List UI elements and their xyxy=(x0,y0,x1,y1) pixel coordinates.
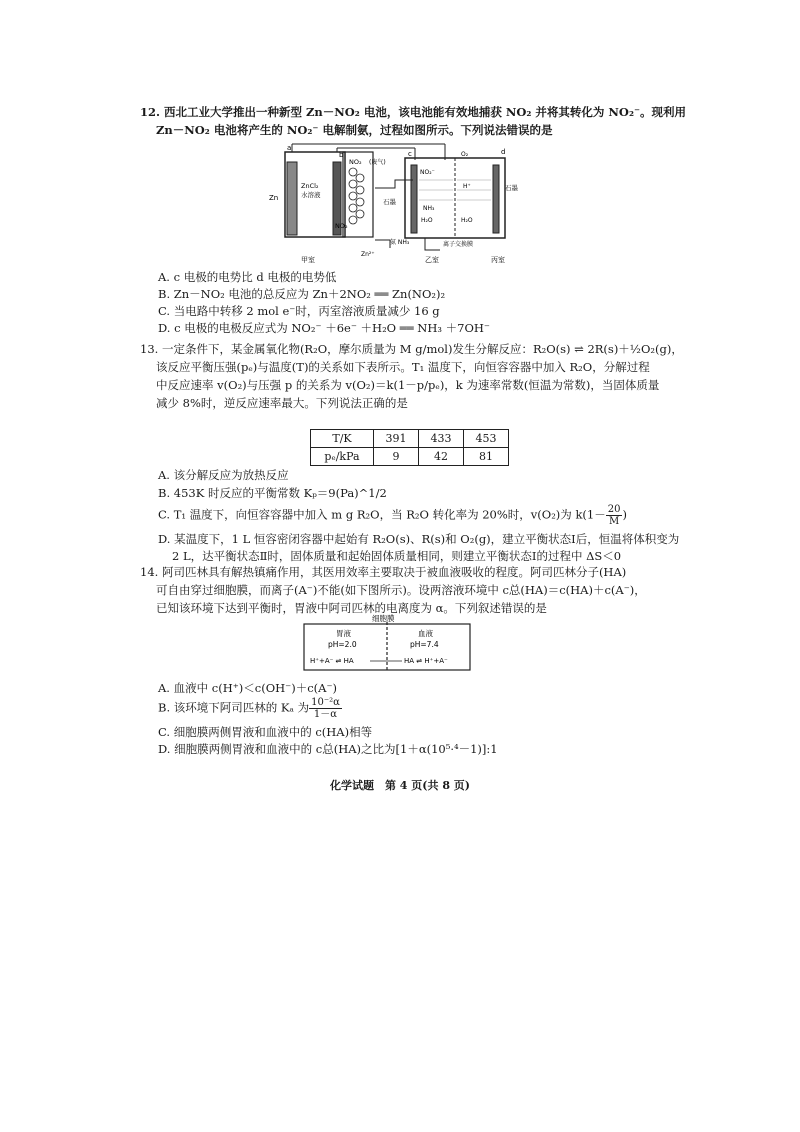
q12-line-2: Zn－NO₂ 电池将产生的 NO₂⁻ 电解制氨，过程如图所示。下列说法错误的是 xyxy=(156,123,553,137)
q14-line-2: 可自由穿过细胞膜，而离子(A⁻)不能(如下图所示)。设两溶液环境中 c总(HA)＝c(HA)＋c(A⁻)， xyxy=(156,583,646,597)
label-h2o-b: H₂O xyxy=(461,217,473,224)
label-membrane: 离子交换膜 xyxy=(443,241,474,248)
q14-option-b-text: B. 该环境下阿司匹林的 Kₐ 为 xyxy=(158,700,310,715)
label-zn2: Zn²⁺ xyxy=(361,251,375,258)
q12-stem xyxy=(140,103,687,139)
label-eq-right: HA ⇌ H⁺+A⁻ xyxy=(404,657,448,665)
table-cell: pₑ/kPa xyxy=(311,448,374,466)
table-cell: 9 xyxy=(374,448,419,466)
table-cell: 81 xyxy=(464,448,509,466)
q13-line-2: 该反应平衡压强(pₑ)与温度(T)的关系如下表所示。T₁ 温度下，向恒容容器中加入 R₂O，分解过程 xyxy=(156,360,650,374)
label-bing: 丙室 xyxy=(491,256,505,264)
table-cell: 433 xyxy=(419,430,464,448)
label-o2: O₂ xyxy=(461,151,469,158)
table-cell: 391 xyxy=(374,430,419,448)
table-row xyxy=(311,430,509,448)
q14-line-1: 14. 阿司匹林具有解热镇痛作用，其医用效率主要取决于被血液吸收的程度。阿司匹林分子(HA) xyxy=(140,565,627,579)
q13-option-d-line-2: 2 L，达平衡状态Ⅱ时，固体质量和起始固体质量相同，则建立平衡状态Ⅰ的过程中 ΔS＜0 xyxy=(172,549,622,563)
label-zn: Zn xyxy=(269,194,279,202)
q12-option-a: A. c 电极的电势比 d 电极的电势低 xyxy=(158,270,337,284)
label-ammonia: 氨 NH₃ xyxy=(390,239,410,246)
label-d: d xyxy=(501,148,506,156)
label-graphite-left: 石墨 xyxy=(383,198,396,206)
table-cell: 453 xyxy=(464,430,509,448)
q14-membrane-diagram xyxy=(300,614,475,672)
label-waste-gas: (废气) xyxy=(369,159,386,166)
q12-option-c: C. 当电路中转移 2 mol e⁻时，丙室溶液质量减少 16 g xyxy=(158,304,440,318)
table-cell: T/K xyxy=(311,430,374,448)
label-no2-minus: NO₂⁻ xyxy=(420,169,435,176)
q13-option-c-fraction xyxy=(606,504,623,527)
label-a: a xyxy=(287,144,292,152)
q13-option-c-text: C. T₁ 温度下，向恒容容器中加入 m g R₂O，当 R₂O 转化率为 20%时，v(O₂)为 k(1－ xyxy=(158,507,606,522)
q13-option-c xyxy=(158,504,627,527)
q13-line-1: 13. 一定条件下，某金属氧化物(R₂O，摩尔质量为 M g/mol)发生分解反应：R₂O(s) ⇌ 2R(s)＋½O₂(g)， xyxy=(140,342,683,356)
q13-stem xyxy=(140,340,683,412)
label-eq-left: H⁺+A⁻ ⇌ HA xyxy=(310,657,354,665)
label-stomach-ph: pH=2.0 xyxy=(328,640,357,649)
label-h-plus: H⁺ xyxy=(463,183,471,190)
label-blood-ph: pH=7.4 xyxy=(410,640,439,649)
label-yi: 乙室 xyxy=(425,256,439,264)
fraction-numerator: 10⁻²α xyxy=(311,697,340,708)
fraction-denominator: 1－α xyxy=(313,709,338,720)
table-cell: 42 xyxy=(419,448,464,466)
table-row xyxy=(311,448,509,466)
label-zncl2: ZnCl₂ xyxy=(301,182,319,190)
label-graphite-right: 石墨 xyxy=(505,184,518,192)
q13-option-d-line-1: D. 某温度下，1 L 恒容密闭容器中起始有 R₂O(s)、R(s)和 O₂(g)，建立平衡状态Ⅰ后，恒温将体积变为 xyxy=(158,532,680,546)
label-stomach: 胃液 xyxy=(336,629,351,638)
label-blood: 血液 xyxy=(418,629,433,638)
q14-option-c: C. 细胞膜两侧胃液和血液中的 c(HA)相等 xyxy=(158,725,373,739)
q12-line-1: 12. 西北工业大学推出一种新型 Zn－NO₂ 电池，该电池能有效地捕获 NO₂ 并将其转化为 NO₂⁻。现利用 xyxy=(140,105,687,119)
q13-option-c-close: ) xyxy=(622,507,627,522)
page-footer: 化学试题 第 4 页(共 8 页) xyxy=(329,779,471,792)
q14-option-d: D. 细胞膜两侧胃液和血液中的 c总(HA)之比为[1＋α(10⁵·⁴－1)]:1 xyxy=(158,742,498,756)
label-solution: 水溶液 xyxy=(301,191,321,199)
q14-option-b-fraction xyxy=(309,697,342,720)
q12-electrolysis-diagram xyxy=(265,140,525,265)
label-jia: 甲室 xyxy=(301,256,315,264)
label-h2o-a: H₂O xyxy=(421,217,433,224)
label-no2-mid: NO₂ xyxy=(335,222,348,230)
q13-line-3: 中反应速率 v(O₂)与压强 p 的关系为 v(O₂)＝k(1－p/pₑ)，k 为速率常数(恒温为常数)，当固体质量 xyxy=(156,378,660,392)
q13-line-4: 减少 8%时，逆反应速率最大。下列说法正确的是 xyxy=(156,396,408,410)
q13-option-a: A. 该分解反应为放热反应 xyxy=(158,468,289,482)
label-cell-membrane: 细胞膜 xyxy=(372,614,395,623)
q13-data-table xyxy=(310,429,509,466)
label-nh3: NH₃ xyxy=(423,205,435,212)
q12-option-d: D. c 电极的电极反应式为 NO₂⁻ ＋6e⁻ ＋H₂O ══ NH₃ ＋7OH⁻ xyxy=(158,321,490,335)
q14-option-a: A. 血液中 c(H⁺)＜c(OH⁻)＋c(A⁻) xyxy=(158,681,338,695)
q14-option-b xyxy=(158,697,342,720)
q14-line-3: 已知该环境下达到平衡时，胃液中阿司匹林的电离度为 α。下列叙述错误的是 xyxy=(156,601,547,615)
label-no2-top: NO₂ xyxy=(349,158,362,166)
fraction-numerator: 20 xyxy=(607,504,621,515)
q13-option-b: B. 453K 时反应的平衡常数 Kₚ＝9(Pa)^1/2 xyxy=(158,486,387,500)
label-b: b xyxy=(339,151,344,159)
fraction-denominator: M xyxy=(608,516,620,527)
q12-option-b: B. Zn－NO₂ 电池的总反应为 Zn＋2NO₂ ══ Zn(NO₂)₂ xyxy=(158,287,446,301)
label-c: c xyxy=(408,150,412,158)
q14-stem xyxy=(140,563,670,617)
